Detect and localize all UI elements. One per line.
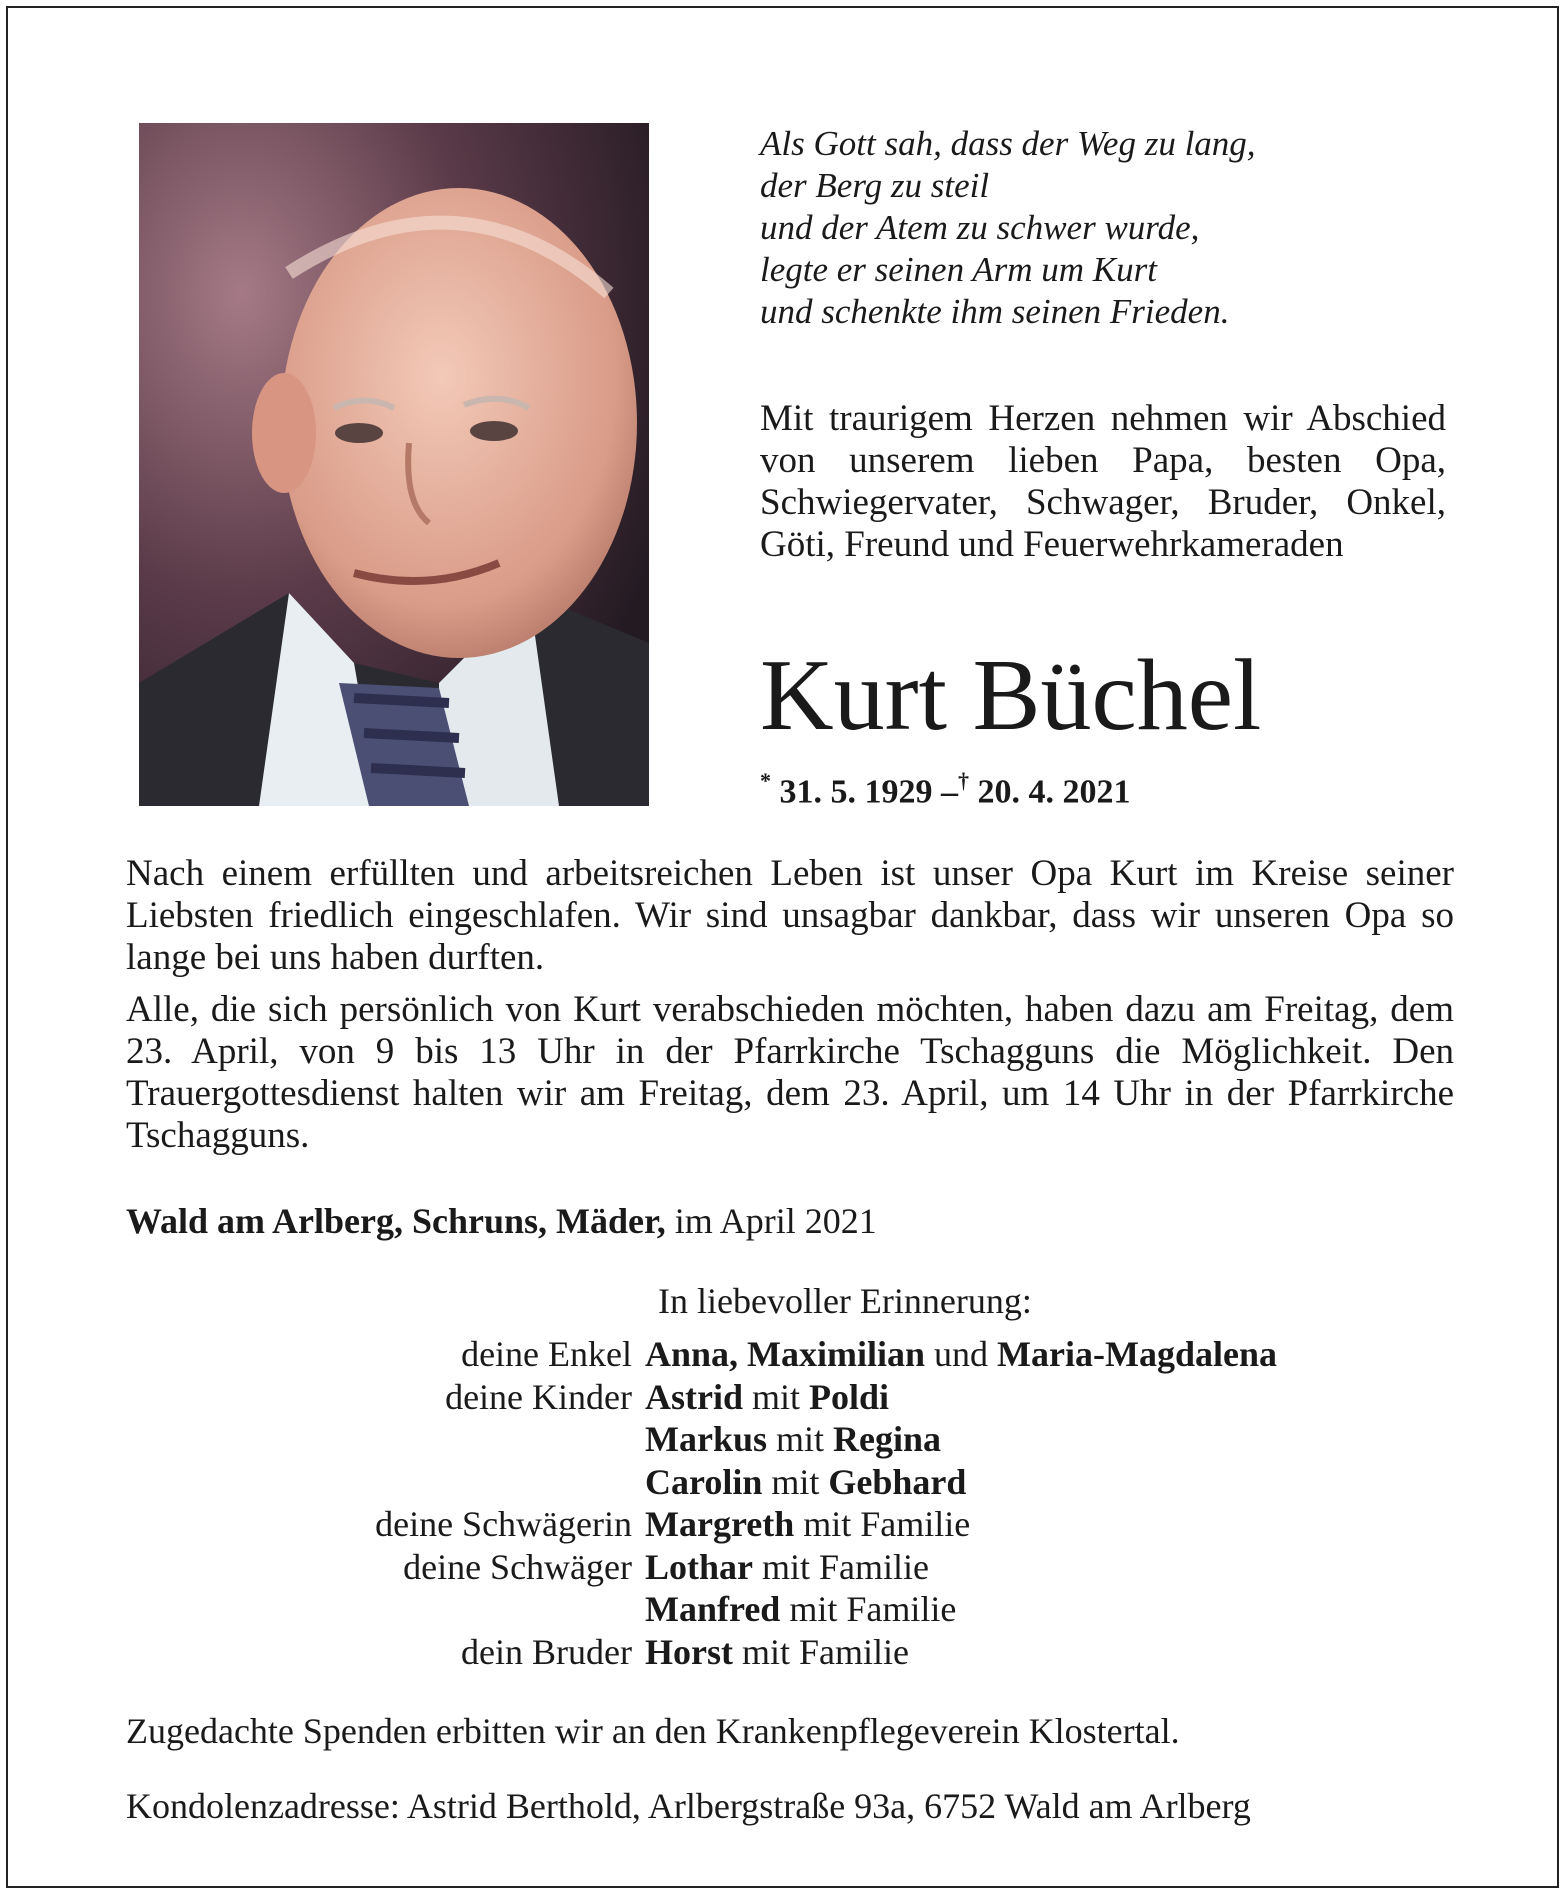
mourner-name: Anna, Maximilian [645,1334,926,1374]
mourner-name: Astrid [645,1376,743,1417]
memory-heading: In liebevoller Erinnerung: [658,1281,1032,1321]
mourner-row [108,1418,1508,1461]
mourner-names [645,1461,966,1504]
mourner-connector: mit Familie [753,1546,929,1587]
mourner-relation: deine Schwägerin [375,1504,632,1544]
condolence-address: Kondolenzadresse: Astrid Berthold, Arlbergstraße 93a, 6752 Wald am Arlberg [126,1786,1251,1826]
mourner-row [108,1588,1508,1631]
poem-line: und der Atem zu schwer wurde, [760,208,1200,247]
portrait-photo [139,123,649,806]
mourner-row [108,1631,1508,1674]
life-dates [760,770,1131,811]
mourner-relation [108,1418,645,1461]
portrait-illustration [139,123,649,806]
birth-date: 31. 5. 1929 [779,773,933,811]
mourner-row [108,1546,1508,1589]
mourner-names [645,1376,889,1419]
mourner-relation: deine Kinder [445,1376,632,1417]
mourner-relation [108,1461,645,1504]
mourner-connector: mit Familie [732,1631,909,1672]
mourner-connector: mit Familie [794,1504,971,1544]
mourner-connector: und [925,1334,998,1374]
mourner-row [108,1333,1508,1376]
mourner-relation: deine Schwäger [403,1546,632,1587]
obituary-frame [6,6,1559,1888]
mourner-name: Regina [833,1419,942,1459]
mourner-relation: dein Bruder [461,1631,632,1672]
mourner-connector: mit [767,1419,834,1459]
mourner-connector: mit [762,1461,829,1502]
birth-symbol: * [760,768,771,793]
body-paragraph: Alle, die sich persönlich von Kurt verabschieden möchten, haben dazu am Freitag, dem 23. April, von 9 bis 13 Uhr in der Pfarrkirche Tschagguns die Möglichkeit. Den Trauergottesdienst halten wir am Freitag, dem 23. April, um 14 Uhr in der Pfarrkirche Tschagguns. [126,989,1454,1156]
mourner-name: Gebhard [828,1461,967,1502]
deceased-name: Kurt Büchel [760,639,1262,752]
towns: Wald am Arlberg, Schruns, Mäder, [126,1201,666,1241]
month-year: im April 2021 [665,1201,877,1241]
mourner-name: Markus [645,1419,768,1459]
mourner-name: Lothar [645,1546,753,1587]
date-separator: – [941,773,958,811]
mourner-name: Poldi [809,1376,890,1417]
mourner-names [645,1418,941,1461]
poem-line: Als Gott sah, dass der Weg zu lang, [760,124,1256,163]
mourner-row [108,1376,1508,1419]
mourner-names [645,1546,929,1589]
mourner-names [645,1503,970,1546]
mourner-connector: mit Familie [780,1589,957,1629]
death-date: 20. 4. 2021 [977,773,1131,811]
death-symbol: † [958,768,969,793]
mourner-relation [108,1588,645,1631]
mourner-connector: mit [743,1376,810,1417]
poem [760,123,1480,333]
poem-line: und schenkte ihm seinen Frieden. [760,292,1230,331]
farewell-intro: Mit traurigem Herzen nehmen wir Abschied von unserem lieben Papa, besten Opa, Schwiegervater, Schwager, Bruder, Onkel, Göti, Freund und Feuerwehrkameraden [760,398,1446,565]
mourner-name: Carolin [645,1461,763,1502]
mourner-names [645,1631,909,1674]
mourner-name: Margreth [645,1504,795,1544]
mourner-row [108,1461,1508,1504]
poem-line: der Berg zu steil [760,166,990,205]
mourners-list [108,1333,1508,1673]
mourner-relation: deine Enkel [461,1334,632,1374]
obituary-body [126,853,1454,1167]
mourner-name: Maria-Magdalena [997,1334,1277,1374]
body-paragraph: Nach einem erfüllten und arbeitsreichen Leben ist unser Opa Kurt im Kreise seiner Liebsten friedlich eingeschlafen. Wir sind unsagbar dankbar, dass wir unseren Opa so lange bei uns haben durften. [126,853,1454,978]
mourner-name: Horst [645,1631,733,1672]
mourner-name: Manfred [645,1589,781,1629]
place-and-date [126,1200,877,1242]
donation-note: Zugedachte Spenden erbitten wir an den Krankenpflegeverein Klostertal. [126,1711,1180,1751]
mourner-names [645,1333,1277,1376]
mourner-row [108,1503,1508,1546]
poem-line: legte er seinen Arm um Kurt [760,250,1157,289]
mourner-names [645,1588,956,1631]
